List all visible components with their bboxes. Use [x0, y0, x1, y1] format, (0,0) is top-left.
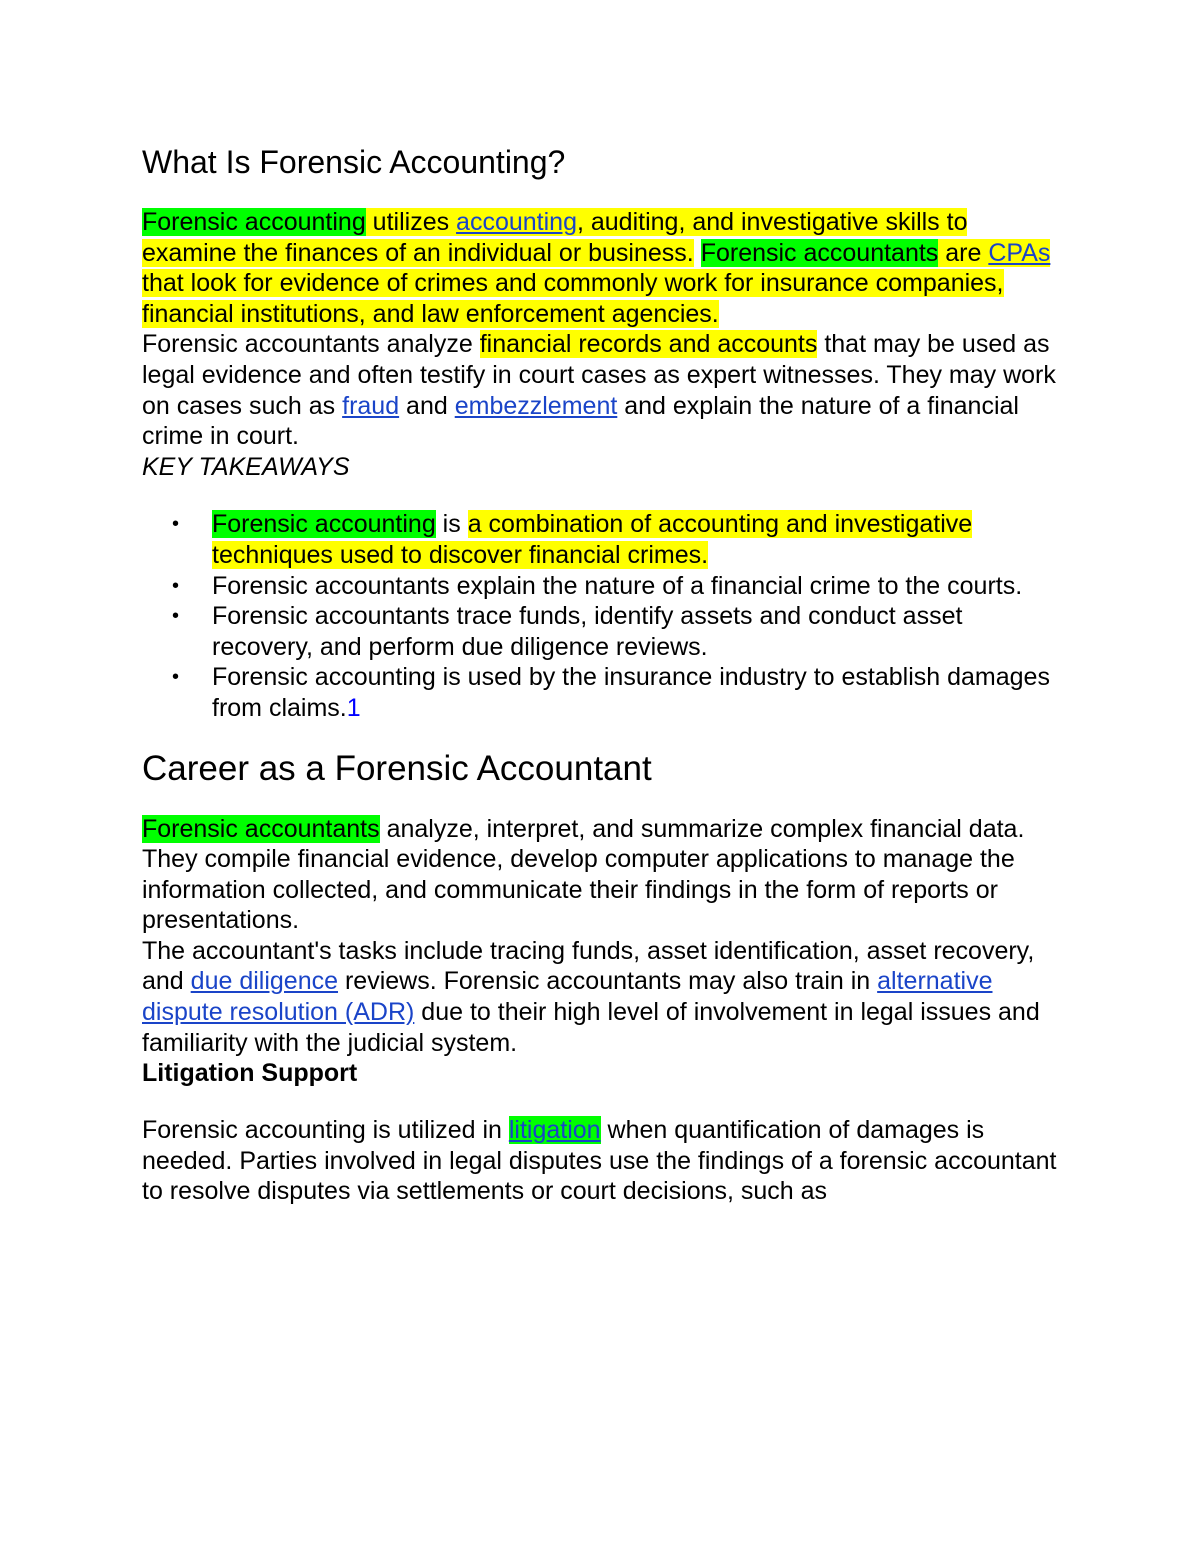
body-text: when quantification of damages is needed. Parties involved in legal disputes use the findings of a forensic accountant to resolve disputes via settlements or court decisions, such as — [142, 1116, 1057, 1206]
body-text: Forensic accountants trace funds, identify assets and conduct asset recovery, and perform due diligence reviews. — [212, 602, 963, 661]
highlight-text: Forensic accountants — [700, 238, 939, 267]
body-text: analyze, interpret, and summarize complex financial data. They compile financial evidence, develop computer applications to manage the information collected, and communicate their findings in the form of reports or presentations. — [142, 814, 1025, 935]
highlight-text: financial records and accounts — [479, 330, 818, 359]
key-takeaways-list — [142, 509, 1060, 723]
link-accounting[interactable]: accounting — [456, 208, 577, 236]
highlight-text: Forensic accounting — [212, 510, 436, 539]
bullet-icon: • — [172, 666, 180, 689]
highlight-text: , auditing, and investigative skills to examine the finances of an individual or business. — [142, 208, 968, 267]
highlight-text: Forensic accounting — [142, 208, 366, 236]
heading-what-is-forensic-accounting: What Is Forensic Accounting? — [142, 144, 566, 180]
body-text: Forensic accountants explain the nature of a financial crime to the courts. — [212, 571, 1023, 600]
list-item — [142, 662, 1060, 723]
link-embezzlement[interactable]: embezzlement — [454, 391, 618, 420]
body-text: due to their high level of involvement in legal issues and familiarity with the judicial system. — [142, 998, 1040, 1057]
body-text: that may be used as legal evidence and often testify in court cases as expert witnesses. They may work on cases such as — [142, 330, 1056, 420]
link-adr[interactable]: alternative dispute resolution (ADR) — [142, 967, 993, 1027]
bullet-icon: • — [172, 513, 180, 536]
list-item — [142, 571, 1060, 602]
list-item — [142, 509, 1060, 570]
list-item — [142, 601, 1060, 662]
key-takeaways-label: KEY TAKEAWAYS — [142, 452, 350, 481]
body-text: Forensic accountants analyze — [142, 330, 480, 359]
footnote-reference-link[interactable]: 1 — [346, 693, 361, 722]
body-text: reviews. Forensic accountants may also train in — [338, 967, 878, 996]
body-text: is — [435, 510, 468, 539]
link-fraud[interactable]: fraud — [342, 391, 400, 420]
document-body — [142, 138, 1060, 1207]
highlight-text: a combination of accounting and investigative techniques used to discover financial crimes. — [212, 510, 973, 569]
highlight-text: that look for evidence of crimes and commonly work for insurance companies, financial institutions, and law enforcement agencies. — [142, 269, 1004, 328]
link-litigation[interactable]: litigation — [508, 1116, 601, 1145]
heading-litigation-support: Litigation Support — [142, 1059, 358, 1088]
link-cpas[interactable]: CPAs — [988, 238, 1051, 267]
link-due-diligence[interactable]: due diligence — [190, 967, 339, 996]
paragraph-litigation — [142, 1115, 1060, 1207]
paragraph-intro — [142, 207, 1060, 329]
paragraph-career-intro — [142, 814, 1060, 936]
body-text: The accountant's tasks include tracing funds, asset identification, asset recovery, and — [142, 936, 1035, 996]
body-text — [694, 239, 701, 267]
paragraph-analyze — [142, 329, 1060, 451]
highlight-text: are — [938, 238, 989, 267]
bullet-icon: • — [172, 574, 180, 597]
body-text: and — [399, 391, 455, 420]
heading-career: Career as a Forensic Accountant — [142, 748, 652, 788]
body-text: Forensic accounting is utilized in — [142, 1116, 509, 1145]
highlight-text: Forensic accountants — [142, 814, 380, 843]
highlight-text: utilizes — [365, 208, 457, 236]
body-text: and explain the nature of a financial crime in court. — [142, 391, 1019, 451]
paragraph-tasks — [142, 936, 1060, 1058]
bullet-icon: • — [172, 605, 180, 628]
body-text: Forensic accounting is used by the insurance industry to establish damages from claims. — [212, 663, 1050, 722]
